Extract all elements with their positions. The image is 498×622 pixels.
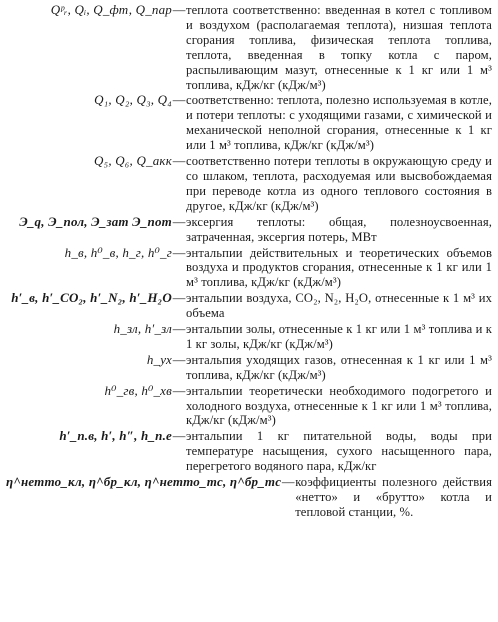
entry-dash: — xyxy=(172,383,186,398)
entry-dash: — xyxy=(172,429,186,444)
entry-symbols: Qᵖᵣ, Qᵢ, Q_фт, Q_пар xyxy=(50,2,172,17)
entry-symbols: h′_п.в, h′, h″, h_п.е xyxy=(59,428,172,444)
glossary-entry xyxy=(6,154,492,214)
glossary-entry xyxy=(6,3,492,92)
entry-symbols: h′_в, h′_CO₂, h′_N₂, h′_H₂O xyxy=(11,290,172,306)
entry-dash: — xyxy=(281,475,295,490)
entry-definition: коэффициенты полезного действия «нетто» и «брутто» котла и тепловой станции, %. xyxy=(295,475,492,519)
entry-definition: энтальпия уходящих газов, отнесенная к 1 кг или 1 м³ топлива, кДж/кг (кДж/м³) xyxy=(186,352,492,382)
entry-dash: — xyxy=(172,154,186,169)
glossary-entry xyxy=(6,246,492,291)
entry-symbols: η^нетто_кл, η^бр_кл, η^нетто_тс, η^бр_тс xyxy=(6,474,282,490)
entry-definition: соответственно: теплота, полезно используемая в котле, и потери теплоты: с уходящими газами, с химической и механической неполной сгорания, отнесенные к 1 кг или 1 м³ топлива, кДж/кг (кДж/м³) xyxy=(186,93,492,153)
entry-definition: эксергия теплоты: общая, полезноусвоенная, затраченная, эксергия потерь, МВт xyxy=(186,214,492,244)
glossary-entry xyxy=(6,322,492,352)
entry-definition: соответственно потери теплоты в окружающую среду и со шлаком, теплота, расходуемая или высвобождаемая при переводе котла из одного теплового состояния в другое, кДж/кг (кДж/м³) xyxy=(186,154,492,213)
entry-symbols: h_зл, h′_зл xyxy=(113,321,172,337)
entry-dash: — xyxy=(172,93,186,108)
entry-definition: теплота соответственно: введенная в котел с топливом и воздухом (располагаемая теплота), низшая теплота сгорания топлива, физическая теплота топлива, теплота, введенная в топку котла с паром, распыливающим мазут, отнесенные к 1 кг или 1 м³ топлива, кДж/кг (кДж/м³) xyxy=(186,3,492,92)
glossary-entry xyxy=(6,215,492,245)
entry-definition: энтальпии теоретически необходимого подогретого и холодного воздуха, отнесенные к 1 кг или 1 м³ топлива, кДж/кг (кДж/м³) xyxy=(186,383,492,428)
entry-symbols: h⁰_гв, h⁰_хв xyxy=(104,382,172,398)
entry-dash: — xyxy=(172,3,186,17)
glossary-entry xyxy=(6,384,492,429)
entry-symbols: Э_q, Э_пол, Э_зат Э_пот xyxy=(19,213,172,229)
entry-symbols: h_в, h⁰_в, h_г, h⁰_г xyxy=(64,244,172,260)
entry-symbols: Q₅, Q₆, Q_акк xyxy=(94,153,172,169)
entry-dash: — xyxy=(172,291,186,306)
glossary-entry xyxy=(6,291,492,321)
entry-dash: — xyxy=(172,352,186,367)
entry-symbols: Q₁, Q₂, Q₃, Q₄ xyxy=(94,92,172,108)
entry-dash: — xyxy=(172,214,186,229)
entry-definition: энтальпии 1 кг питательной воды, воды при температуре насыщения, сухого насыщенного пара, перегретого водяного пара, кДж/кг xyxy=(186,429,492,474)
entry-dash: — xyxy=(172,245,186,260)
entry-definition: энтальпии золы, отнесенные к 1 кг или 1 м³ топлива и к 1 кг золы, кДж/кг (кДж/м³) xyxy=(186,322,492,351)
entry-definition: энтальпии действительных и теоретических объемов воздуха и продуктов сгорания, отнесенные к 1 кг или 1 м³ топлива, кДж/кг (кДж/м³) xyxy=(186,245,492,290)
entry-dash: — xyxy=(172,322,186,337)
entry-definition: энтальпии воздуха, CO₂, N₂, H₂O, отнесенные к 1 м³ их объема xyxy=(186,291,492,321)
glossary-entry xyxy=(6,475,492,520)
glossary-entry xyxy=(6,429,492,474)
glossary-entry xyxy=(6,353,492,383)
glossary-entry xyxy=(6,93,492,153)
entry-symbols: h_ух xyxy=(146,351,172,367)
